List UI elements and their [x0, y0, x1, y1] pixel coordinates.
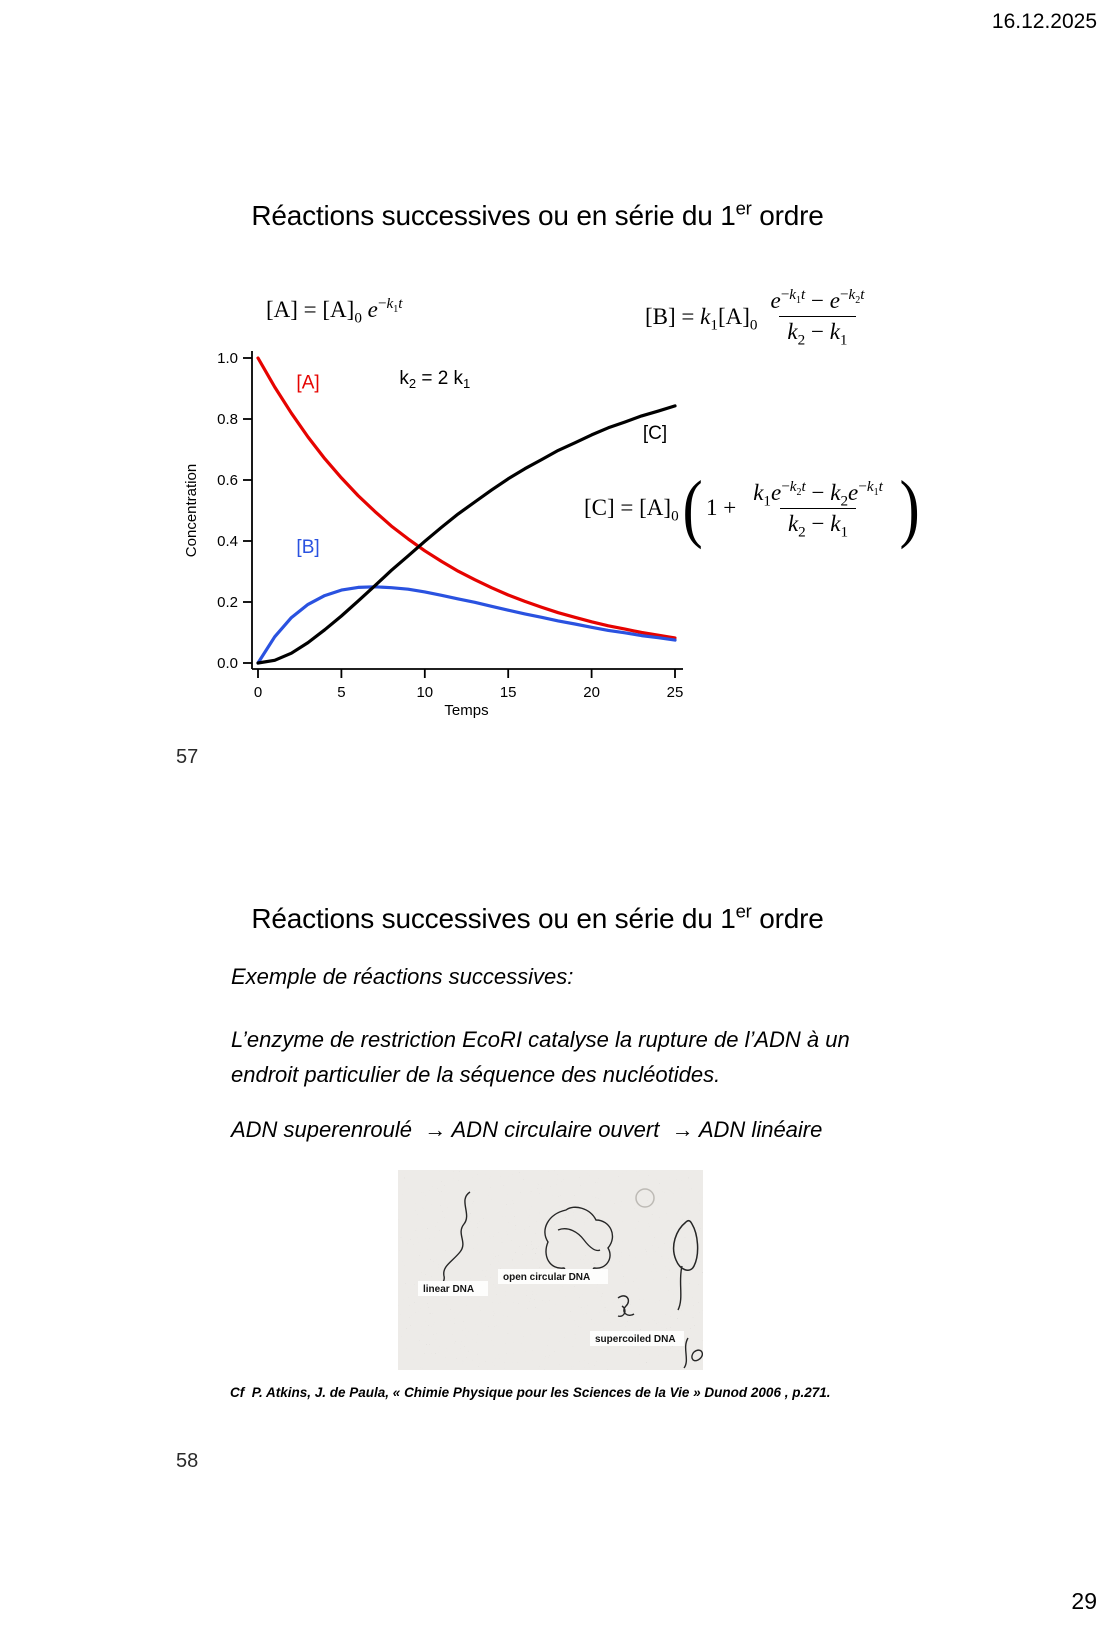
curve-annotation: [A]: [296, 372, 320, 394]
y-tick-label: 0.6: [217, 472, 238, 489]
body-text-line2: endroit particulier de la séquence des nucléotides.: [231, 1062, 721, 1087]
dna-micrograph-image: [398, 1170, 703, 1370]
formula-c-lhs: $[C] = [A]_0$: [584, 495, 679, 525]
y-tick-label: 0.8: [217, 411, 238, 428]
citation-reference: Cf P. Atkins, J. de Paula, « Chimie Physique pour les Sciences de la Vie » Dunod 2006 , p.271.: [230, 1385, 831, 1400]
x-axis-label: Temps: [444, 702, 489, 719]
x-tick-label: 20: [583, 684, 600, 701]
x-tick-label: 10: [416, 684, 434, 701]
formula-concentration-b: [645, 286, 877, 349]
page-number: 29: [1071, 1588, 1097, 1614]
slide1-title: Réactions successives ou en série du 1er ordre: [251, 197, 824, 231]
formula-b-numerator: $e^{-k_1t} - e^{-k_2t}$: [770, 286, 865, 313]
y-tick-label: 0.0: [217, 655, 238, 672]
x-tick-label: 5: [337, 684, 346, 701]
header-date: 16.12.2025: [991, 10, 1097, 33]
label-open-circular-dna: open circular DNA: [503, 1272, 591, 1283]
formula-a-expression: $[A] = [A]_0$ $e^{-k_1t}$: [266, 295, 403, 327]
label-linear-dna: linear DNA: [423, 1284, 475, 1295]
formula-concentration-c: [584, 466, 923, 550]
x-tick-label: 15: [499, 684, 517, 701]
curve-annotation: [C]: [642, 422, 668, 444]
label-supercoiled-dna: supercoiled DNA: [595, 1334, 676, 1345]
formula-c-fraction: [745, 477, 891, 541]
body-text-line1: L’enzyme de restriction EcoRI catalyse la rupture de l’ADN à un: [231, 1027, 850, 1052]
x-tick-label: 0: [253, 684, 263, 701]
curve-annotation: [B]: [296, 537, 320, 559]
formula-b-lhs: $[B] = k_1[A]_0$: [645, 303, 758, 334]
y-tick-label: 0.2: [217, 594, 238, 611]
formula-c-denominator: $k_2 - k_1$: [780, 508, 856, 537]
slide1-number: 57: [176, 746, 199, 768]
formula-c-inner: 1 +: [705, 495, 737, 521]
curve-annotation: $k_2 = 2$ $k_1$: [399, 367, 471, 391]
slide2-title: Réactions successives ou en série du 1er ordre: [251, 900, 824, 934]
example-label: Exemple de réactions successives:: [231, 964, 574, 989]
y-tick-label: 1.0: [217, 350, 238, 367]
curve-B: [258, 587, 675, 663]
y-axis-label: Concentration: [183, 463, 200, 558]
formula-concentration-a: [266, 295, 403, 327]
slide2-number: 58: [176, 1450, 199, 1472]
open-paren: (: [682, 466, 703, 550]
y-tick-label: 0.4: [217, 533, 238, 550]
formula-c-numerator: $k_1e^{-k_2t} - k_2e^{-k_1t}$: [753, 477, 883, 510]
formula-b-fraction: [762, 286, 872, 349]
x-tick-label: 25: [666, 684, 684, 701]
dna-sequence-line: ADN superenroulé → ADN circulaire ouvert → ADN linéaire: [231, 1117, 823, 1142]
close-paren: ): [899, 466, 920, 550]
formula-b-denominator: $k_2 - k_1$: [779, 316, 855, 345]
